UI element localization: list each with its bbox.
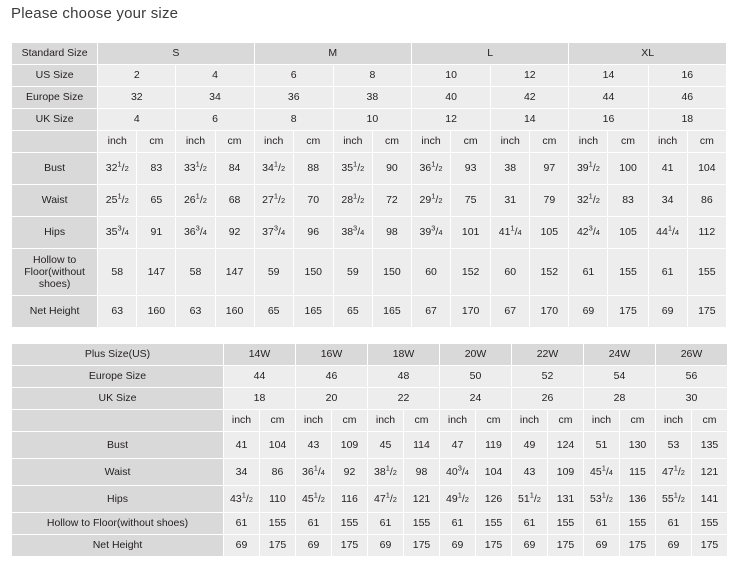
hips-cell: $38^3/4$: [333, 217, 372, 249]
waist-cell: 104: [476, 459, 512, 486]
hollow-cell: 61: [512, 513, 548, 535]
unit-cell: inch: [98, 131, 137, 153]
hips-cell: $55^1/2$: [656, 486, 692, 513]
waist-cell: $38^1/2$: [368, 459, 404, 486]
net-height-cell: 175: [608, 296, 648, 328]
plus-size-table: [11, 343, 728, 557]
waist-cell: $25^1/2$: [98, 185, 137, 217]
hips-cell: 92: [215, 217, 254, 249]
hollow-cell: 152: [451, 249, 491, 296]
hollow-cell: 150: [372, 249, 411, 296]
row-label-standard-size: Standard Size: [12, 43, 98, 65]
net-height-cell: 175: [332, 535, 368, 557]
net-height-cell: 160: [215, 296, 254, 328]
row-label-us-size: US Size: [12, 65, 98, 87]
net-height-cell: 175: [620, 535, 656, 557]
waist-cell: $29^1/2$: [411, 185, 450, 217]
table-row-bust: [12, 153, 727, 185]
hollow-cell: 155: [332, 513, 368, 535]
waist-cell: 70: [293, 185, 333, 217]
hollow-cell: 155: [692, 513, 728, 535]
waist-cell: 121: [692, 459, 728, 486]
net-height-cell: 69: [224, 535, 260, 557]
bust-cell: 51: [584, 432, 620, 459]
bust-cell: 90: [372, 153, 411, 185]
net-height-cell: 69: [368, 535, 404, 557]
net-height-cell: 170: [530, 296, 569, 328]
unit-cell: inch: [569, 131, 608, 153]
bust-cell: $34^1/2$: [254, 153, 293, 185]
plus-size-cell: 20W: [440, 344, 512, 366]
waist-cell: 98: [404, 459, 440, 486]
net-height-cell: 65: [254, 296, 293, 328]
net-height-cell: 175: [404, 535, 440, 557]
hips-cell: $41^1/4$: [491, 217, 530, 249]
europe-size-cell: 48: [368, 366, 440, 388]
europe-size-cell: 42: [491, 87, 569, 109]
hollow-cell: 155: [548, 513, 584, 535]
hips-cell: $45^1/2$: [296, 486, 332, 513]
bust-cell: 38: [491, 153, 530, 185]
size-group-m: M: [254, 43, 411, 65]
hips-cell: $42^3/4$: [569, 217, 608, 249]
us-size-cell: 8: [333, 65, 411, 87]
unit-cell: inch: [512, 410, 548, 432]
bust-cell: 104: [687, 153, 726, 185]
us-size-cell: 2: [98, 65, 176, 87]
row-label-bust: Bust: [12, 153, 98, 185]
row-label-net-height: Net Height: [12, 535, 224, 557]
bust-cell: 47: [440, 432, 476, 459]
standard-size-table: [11, 42, 727, 328]
net-height-cell: 63: [98, 296, 137, 328]
net-height-cell: 67: [491, 296, 530, 328]
unit-cell: inch: [296, 410, 332, 432]
hollow-cell: 155: [608, 249, 648, 296]
bust-cell: 45: [368, 432, 404, 459]
unit-cell: cm: [548, 410, 584, 432]
waist-cell: $28^1/2$: [333, 185, 372, 217]
row-label-hips: Hips: [12, 217, 98, 249]
net-height-cell: 175: [692, 535, 728, 557]
bust-cell: 88: [293, 153, 333, 185]
net-height-cell: 69: [512, 535, 548, 557]
net-height-cell: 69: [440, 535, 476, 557]
waist-cell: 43: [512, 459, 548, 486]
hips-cell: 96: [293, 217, 333, 249]
unit-cell: cm: [260, 410, 296, 432]
uk-size-cell: 14: [491, 109, 569, 131]
europe-size-cell: 56: [656, 366, 728, 388]
hollow-cell: 60: [411, 249, 450, 296]
waist-cell: 86: [260, 459, 296, 486]
table-row-net-height: [12, 296, 727, 328]
hollow-cell: 150: [293, 249, 333, 296]
bust-cell: 109: [332, 432, 368, 459]
hollow-cell: 155: [476, 513, 512, 535]
waist-cell: 86: [687, 185, 726, 217]
unit-cell: inch: [333, 131, 372, 153]
table-row-hollow-to-floor: [12, 513, 728, 535]
europe-size-cell: 54: [584, 366, 656, 388]
hips-cell: 116: [332, 486, 368, 513]
europe-size-cell: 32: [98, 87, 176, 109]
europe-size-cell: 44: [224, 366, 296, 388]
us-size-cell: 16: [648, 65, 726, 87]
waist-cell: 72: [372, 185, 411, 217]
bust-cell: 114: [404, 432, 440, 459]
net-height-cell: 170: [451, 296, 491, 328]
hips-cell: 105: [608, 217, 648, 249]
net-height-cell: 175: [548, 535, 584, 557]
hollow-cell: 61: [368, 513, 404, 535]
bust-cell: 119: [476, 432, 512, 459]
us-size-cell: 12: [491, 65, 569, 87]
table-row-plus-size: [12, 344, 728, 366]
unit-cell: cm: [332, 410, 368, 432]
hollow-cell: 155: [404, 513, 440, 535]
plus-size-cell: 24W: [584, 344, 656, 366]
bust-cell: 97: [530, 153, 569, 185]
hollow-cell: 155: [260, 513, 296, 535]
unit-cell: inch: [648, 131, 687, 153]
uk-size-cell: 24: [440, 388, 512, 410]
uk-size-cell: 6: [176, 109, 254, 131]
page-title: Please choose your size: [11, 5, 179, 22]
unit-cell: inch: [224, 410, 260, 432]
uk-size-cell: 28: [584, 388, 656, 410]
table-row-us-size: [12, 65, 727, 87]
bust-cell: 41: [224, 432, 260, 459]
uk-size-cell: 20: [296, 388, 368, 410]
bust-cell: 83: [137, 153, 176, 185]
hips-cell: 126: [476, 486, 512, 513]
plus-size-cell: 16W: [296, 344, 368, 366]
net-height-cell: 175: [476, 535, 512, 557]
table-row-standard-size: [12, 43, 727, 65]
net-height-cell: 69: [296, 535, 332, 557]
unit-cell: cm: [137, 131, 176, 153]
hollow-cell: 147: [137, 249, 176, 296]
net-height-cell: 175: [260, 535, 296, 557]
unit-cell: cm: [215, 131, 254, 153]
hips-cell: 141: [692, 486, 728, 513]
us-size-cell: 6: [254, 65, 333, 87]
uk-size-cell: 18: [224, 388, 296, 410]
plus-size-cell: 18W: [368, 344, 440, 366]
uk-size-cell: 8: [254, 109, 333, 131]
unit-cell: cm: [476, 410, 512, 432]
table-row-hips: [12, 217, 727, 249]
row-label-hollow-to-floor: Hollow to Floor(without shoes): [12, 249, 98, 296]
hips-cell: $35^3/4$: [98, 217, 137, 249]
europe-size-cell: 50: [440, 366, 512, 388]
table-row-units: [12, 131, 727, 153]
hips-cell: $49^1/2$: [440, 486, 476, 513]
table-row-hips: [12, 486, 728, 513]
uk-size-cell: 16: [569, 109, 648, 131]
uk-size-cell: 10: [333, 109, 411, 131]
hips-cell: 121: [404, 486, 440, 513]
bust-cell: 49: [512, 432, 548, 459]
size-group-l: L: [411, 43, 568, 65]
table-row-uk-size: [12, 388, 728, 410]
waist-cell: $26^1/2$: [176, 185, 215, 217]
row-label-hollow-to-floor: Hollow to Floor(without shoes): [12, 513, 224, 535]
unit-cell: inch: [411, 131, 450, 153]
hips-cell: $47^1/2$: [368, 486, 404, 513]
waist-cell: 34: [648, 185, 687, 217]
hollow-cell: 147: [215, 249, 254, 296]
hollow-cell: 61: [656, 513, 692, 535]
uk-size-cell: 22: [368, 388, 440, 410]
hollow-cell: 155: [620, 513, 656, 535]
waist-cell: $36^1/4$: [296, 459, 332, 486]
bust-cell: $35^1/2$: [333, 153, 372, 185]
unit-cell: cm: [620, 410, 656, 432]
waist-cell: 109: [548, 459, 584, 486]
waist-cell: $40^3/4$: [440, 459, 476, 486]
hollow-cell: 61: [648, 249, 687, 296]
hips-cell: 110: [260, 486, 296, 513]
size-group-xl: XL: [569, 43, 727, 65]
bust-cell: 53: [656, 432, 692, 459]
net-height-cell: 69: [584, 535, 620, 557]
hollow-cell: 155: [687, 249, 726, 296]
waist-cell: $27^1/2$: [254, 185, 293, 217]
waist-cell: 75: [451, 185, 491, 217]
hips-cell: 131: [548, 486, 584, 513]
bust-cell: 135: [692, 432, 728, 459]
hollow-cell: 61: [440, 513, 476, 535]
us-size-cell: 14: [569, 65, 648, 87]
bust-cell: 130: [620, 432, 656, 459]
hollow-cell: 61: [569, 249, 608, 296]
net-height-cell: 63: [176, 296, 215, 328]
table-row-net-height: [12, 535, 728, 557]
net-height-cell: 69: [656, 535, 692, 557]
table-row-hollow-to-floor: [12, 249, 727, 296]
unit-cell: cm: [530, 131, 569, 153]
hips-cell: 136: [620, 486, 656, 513]
table-row-waist: [12, 459, 728, 486]
net-height-cell: 65: [333, 296, 372, 328]
unit-cell: cm: [687, 131, 726, 153]
unit-cell: inch: [656, 410, 692, 432]
hollow-cell: 61: [584, 513, 620, 535]
hollow-cell: 58: [98, 249, 137, 296]
hips-cell: $53^1/2$: [584, 486, 620, 513]
bust-cell: 100: [608, 153, 648, 185]
waist-cell: 31: [491, 185, 530, 217]
europe-size-cell: 40: [411, 87, 490, 109]
waist-cell: 115: [620, 459, 656, 486]
hips-cell: $51^1/2$: [512, 486, 548, 513]
europe-size-cell: 46: [648, 87, 726, 109]
uk-size-cell: 18: [648, 109, 726, 131]
unit-cell: inch: [368, 410, 404, 432]
net-height-cell: 175: [687, 296, 726, 328]
row-label-waist: Waist: [12, 185, 98, 217]
hollow-cell: 58: [176, 249, 215, 296]
row-label-waist: Waist: [12, 459, 224, 486]
bust-cell: 93: [451, 153, 491, 185]
bust-cell: 41: [648, 153, 687, 185]
hips-cell: 91: [137, 217, 176, 249]
waist-cell: 92: [332, 459, 368, 486]
row-label-uk-size: UK Size: [12, 109, 98, 131]
unit-cell: inch: [584, 410, 620, 432]
uk-size-cell: 30: [656, 388, 728, 410]
hollow-cell: 61: [224, 513, 260, 535]
waist-cell: 65: [137, 185, 176, 217]
hips-cell: $37^3/4$: [254, 217, 293, 249]
unit-cell: inch: [440, 410, 476, 432]
europe-size-cell: 38: [333, 87, 411, 109]
us-size-cell: 10: [411, 65, 490, 87]
table-row-waist: [12, 185, 727, 217]
net-height-cell: 67: [411, 296, 450, 328]
row-label-unit: [12, 410, 224, 432]
table-row-bust: [12, 432, 728, 459]
row-label-uk-size: UK Size: [12, 388, 224, 410]
row-label-net-height: Net Height: [12, 296, 98, 328]
bust-cell: 43: [296, 432, 332, 459]
hollow-cell: 61: [296, 513, 332, 535]
hips-cell: $36^3/4$: [176, 217, 215, 249]
size-group-s: S: [98, 43, 254, 65]
net-height-cell: 165: [372, 296, 411, 328]
uk-size-cell: 26: [512, 388, 584, 410]
uk-size-cell: 4: [98, 109, 176, 131]
unit-cell: inch: [491, 131, 530, 153]
hips-cell: $39^3/4$: [411, 217, 450, 249]
net-height-cell: 165: [293, 296, 333, 328]
hips-cell: 112: [687, 217, 726, 249]
europe-size-cell: 44: [569, 87, 648, 109]
bust-cell: 104: [260, 432, 296, 459]
bust-cell: 124: [548, 432, 584, 459]
hollow-cell: 59: [254, 249, 293, 296]
unit-cell: cm: [692, 410, 728, 432]
row-label-unit: [12, 131, 98, 153]
row-label-europe-size: Europe Size: [12, 366, 224, 388]
unit-cell: cm: [372, 131, 411, 153]
bust-cell: $36^1/2$: [411, 153, 450, 185]
hips-cell: 98: [372, 217, 411, 249]
hips-cell: 105: [530, 217, 569, 249]
waist-cell: 83: [608, 185, 648, 217]
hollow-cell: 59: [333, 249, 372, 296]
uk-size-cell: 12: [411, 109, 490, 131]
us-size-cell: 4: [176, 65, 254, 87]
table-row-europe-size: [12, 366, 728, 388]
unit-cell: cm: [404, 410, 440, 432]
unit-cell: inch: [254, 131, 293, 153]
waist-cell: 68: [215, 185, 254, 217]
europe-size-cell: 36: [254, 87, 333, 109]
bust-cell: $32^1/2$: [98, 153, 137, 185]
net-height-cell: 160: [137, 296, 176, 328]
hollow-cell: 60: [491, 249, 530, 296]
plus-size-cell: 14W: [224, 344, 296, 366]
bust-cell: $33^1/2$: [176, 153, 215, 185]
unit-cell: cm: [293, 131, 333, 153]
unit-cell: inch: [176, 131, 215, 153]
europe-size-cell: 52: [512, 366, 584, 388]
europe-size-cell: 34: [176, 87, 254, 109]
hips-cell: 101: [451, 217, 491, 249]
bust-cell: 84: [215, 153, 254, 185]
table-row-europe-size: [12, 87, 727, 109]
net-height-cell: 69: [648, 296, 687, 328]
bust-cell: $39^1/2$: [569, 153, 608, 185]
hips-cell: $44^1/4$: [648, 217, 687, 249]
waist-cell: $32^1/2$: [569, 185, 608, 217]
unit-cell: cm: [451, 131, 491, 153]
waist-cell: $47^1/2$: [656, 459, 692, 486]
row-label-bust: Bust: [12, 432, 224, 459]
plus-size-cell: 26W: [656, 344, 728, 366]
table-row-units: [12, 410, 728, 432]
row-label-plus-size: Plus Size(US): [12, 344, 224, 366]
waist-cell: 34: [224, 459, 260, 486]
waist-cell: 79: [530, 185, 569, 217]
net-height-cell: 69: [569, 296, 608, 328]
unit-cell: cm: [608, 131, 648, 153]
table-row-uk-size: [12, 109, 727, 131]
row-label-europe-size: Europe Size: [12, 87, 98, 109]
hollow-cell: 152: [530, 249, 569, 296]
row-label-hips: Hips: [12, 486, 224, 513]
hips-cell: $43^1/2$: [224, 486, 260, 513]
waist-cell: $45^1/4$: [584, 459, 620, 486]
plus-size-cell: 22W: [512, 344, 584, 366]
europe-size-cell: 46: [296, 366, 368, 388]
